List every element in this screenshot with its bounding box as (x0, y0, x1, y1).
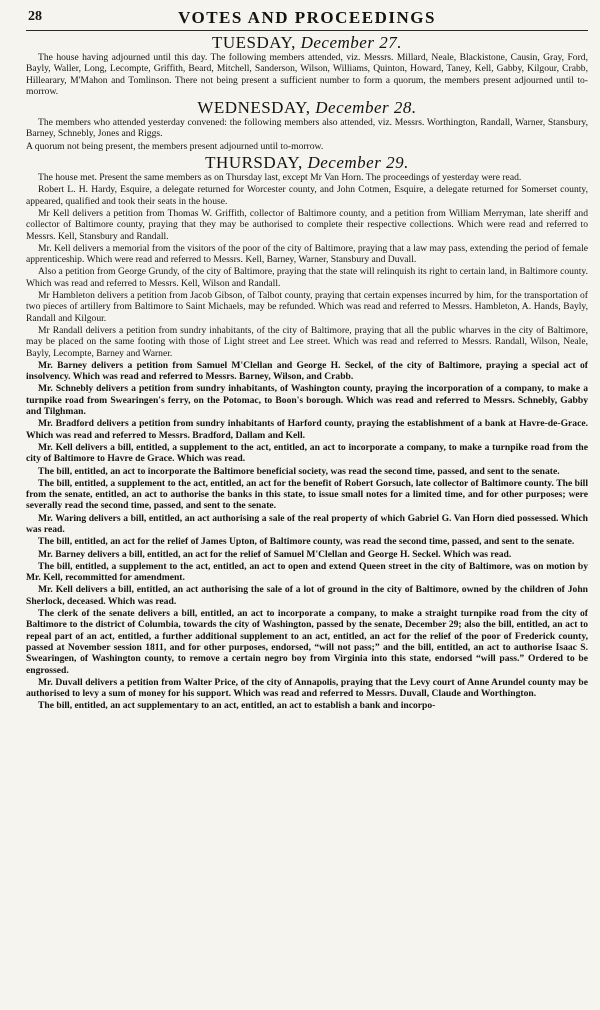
paragraph: The bill, entitled, an act supplementary to an act, entitled, an act to establish a bank and incorpo- (38, 700, 436, 712)
paragraph: Mr Randall delivers a petition from sundry inhabitants, of the city of Baltimore, praying that all the public wharves in the city of Baltimore, may be placed on the same footing with those of Light street and Lee street. Which was read and referred to Messrs. Randall, Wilson, Neale, Bayly, Lecompte, Barney and Warner. (26, 324, 588, 359)
paragraph: Mr Kell delivers a petition from Thomas W. Griffith, collector of Baltimore county, and a petition from William Merryman, late sheriff and collector of Baltimore county, praying that they may be authorised to complete their respective collections. Which were read and referred to Messrs. Kell, Stansbury and Randall. (26, 207, 588, 242)
tuesday-heading (26, 34, 588, 51)
paragraph: Mr. Schnebly delivers a petition from sundry inhabitants, of Washington county, praying the incorporation of a company, to make a turnpike road from Swearingen's ferry, on the Potomac, to Boon's borough. Which was read and referred to Messrs. Schnebly, Gabby and Tilghman. (26, 383, 588, 418)
page-number: 28 (28, 9, 42, 24)
paragraph: The bill, entitled, an act for the relief of James Upton, of Baltimore county, was read the second time, passed, and sent to the senate. (38, 536, 575, 548)
paragraph: The clerk of the senate delivers a bill, entitled, an act to incorporate a company, to make a straight turnpike road from the city of Baltimore to the district of Columbia, towards the city of Washington, passed by the senate, December 29; also the bill, entitled, an act to repeal part of an act, entitled, a further additional supplement to an act, entitled, an act for the relief of the poor of Frederick county, passed at November session 1811, and for other purposes, endorsed, “will not pass;” and the bill, entitled, an act to authorise Isaac S. Swearingen, of Washington county, to remove a certain negro boy from Virginia into this state, endorsed “will pass.” Ordered to be engrossed. (26, 608, 588, 676)
paragraph: Mr. Waring delivers a bill, entitled, an act authorising a sale of the real property of which Gabriel G. Van Horn died possessed. Which was read. (26, 512, 588, 535)
wednesday-date: December 28. (315, 98, 417, 118)
thursday-heading (26, 154, 588, 171)
wednesday-section (26, 99, 588, 152)
running-title: VOTES AND PROCEEDINGS (178, 8, 436, 27)
tuesday-day: TUESDAY, (212, 33, 296, 52)
paragraph: Mr. Kell delivers a bill, entitled, an act authorising the sale of a lot of ground in the city of Baltimore, owned by the children of John Sherlock, deceased. Which was read. (26, 584, 588, 607)
paragraph: Mr. Duvall delivers a petition from Walter Price, of the city of Annapolis, praying that the Levy court of Anne Arundel county may be authorised to levy a sum of money for his support. Which was read and referred to Messrs. Duvall, Claude and Worthington. (26, 676, 588, 700)
paragraph: The bill, entitled, an act to incorporate the Baltimore beneficial society, was read the second time, passed, and sent to the senate. (38, 465, 560, 477)
wednesday-day: WEDNESDAY, (197, 98, 311, 118)
tuesday-date: December 27. (300, 33, 402, 52)
paragraph: A quorum not being present, the members present adjourned until to-morrow. (26, 140, 324, 152)
paragraph: Robert L. H. Hardy, Esquire, a delegate returned for Worcester county, and John Cotmen, Esquire, a delegate returned for Somerset county, appeared, qualified and took their seats in the house. (26, 184, 588, 207)
thursday-section (26, 154, 588, 712)
wednesday-heading (26, 99, 588, 116)
paragraph: The house met. Present the same members as on Thursday last, except Mr Van Horn. The proceedings of yesterday were read. (38, 172, 522, 184)
thursday-date: December 29. (307, 153, 409, 173)
thursday-day: THURSDAY, (205, 153, 303, 173)
paragraph: Mr. Kell delivers a memorial from the visitors of the poor of the city of Baltimore, praying that a law may pass, extending the period of female apprenticeship. Which were read and referred to Messrs. Kell, Barney, Warner, Stansbury and Duvall. (26, 242, 588, 266)
paragraph: Also a petition from George Grundy, of the city of Baltimore, praying that the state will relinquish its right to certain land, in Baltimore county. Which was read and referred to Messrs. Kell, Wilson and Randall. (26, 266, 588, 289)
paragraph: The bill, entitled, a supplement to the act, entitled, an act for the benefit of Robert Gorsuch, late collector of Baltimore county. The bill from the senate, entitled, an act to authorise the banks in this state, to issue small notes for a limited time, and for other purposes; were severally read the second time, passed, and sent to the senate. (26, 477, 588, 512)
tuesday-section (26, 34, 588, 97)
paragraph: Mr. Barney delivers a petition from Samuel M'Clellan and George H. Seckel, of the city of Baltimore, praying a special act of insolvency. Which was read and referred to Messrs. Barney, Wilson, and Crabb. (26, 359, 588, 383)
paragraph: Mr. Kell delivers a bill, entitled, a supplement to the act, entitled, an act to incorporate a company, to make a turnpike road from the city of Baltimore to Havre de Grace. Which was read. (26, 441, 588, 465)
paragraph: The members who attended yesterday convened: the following members also attended, viz. Messrs. Worthington, Randall, Warner, Stansbury, Barney, Schnebly, Jones and Riggs. (26, 117, 588, 140)
paragraph: The house having adjourned until this day. The following members attended, viz. Messrs. Millard, Neale, Blackistone, Causin, Gray, Ford, Bayly, Waller, Long, Lecompte, Griffith, Beard, Mitchell, Sanderson, Wilson, Williams, Quinton, Howard, Taney, Kell, Gabby, Kilgour, Crabb, Hillearary, M'Mahon and Tomlinson. There not being present a sufficient number to form a quorum, the members present adjourned until to-morrow. (26, 52, 588, 97)
paragraph: Mr. Barney delivers a bill, entitled, an act for the relief of Samuel M'Clellan and George H. Seckel. Which was read. (38, 548, 512, 560)
paragraph: The bill, entitled, a supplement to the act, entitled, an act to open and extend Queen street in the city of Baltimore, was on motion by Mr. Kell, recommitted for amendment. (26, 560, 588, 584)
paragraph: Mr Hambleton delivers a petition from Jacob Gibson, of Talbot county, praying that certain expenses incurred by him, for the transportation of two pieces of artillery from Baltimore to Saint Michaels, may be refunded. Which was read and referred to Messrs. Hambleton, A. Hands, Bayly, Randall and Kilgour. (26, 290, 588, 324)
paragraph: Mr. Bradford delivers a petition from sundry inhabitants of Harford county, praying the establishment of a bank at Havre-de-Grace. Which was read and referred to Messrs. Bradford, Dallam and Kell. (26, 418, 588, 441)
page-header (26, 8, 588, 31)
